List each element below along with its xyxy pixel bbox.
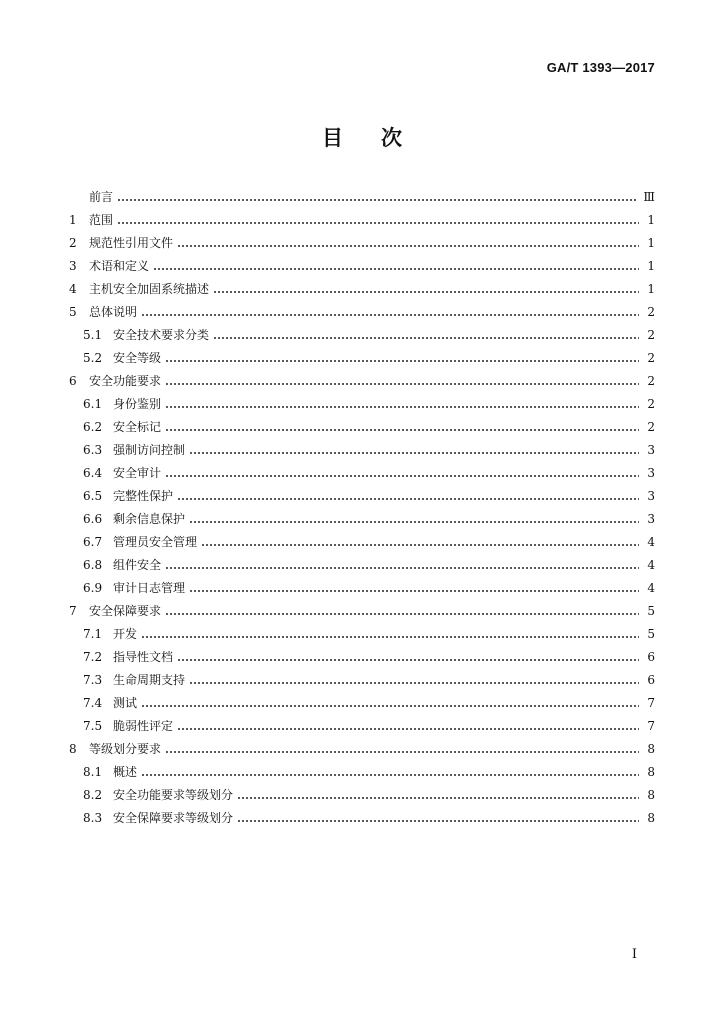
toc-entry-number: 8.2 xyxy=(83,788,103,802)
toc-entry-page: 7 xyxy=(647,719,655,733)
toc-entry-number: 1 xyxy=(69,213,77,227)
toc-entry-label: 身份鉴别 xyxy=(113,397,162,411)
toc-entry-number: 6.7 xyxy=(83,535,103,549)
dot-leader xyxy=(177,236,639,248)
dot-leader xyxy=(237,788,639,800)
toc-entry[interactable] xyxy=(69,618,655,641)
toc-entry[interactable] xyxy=(69,273,655,296)
toc-entry-page: 4 xyxy=(647,558,655,572)
toc-entry-label: 审计日志管理 xyxy=(113,581,186,595)
toc-entry[interactable] xyxy=(69,411,655,434)
toc-entry-label: 总体说明 xyxy=(89,305,138,319)
toc-entry[interactable] xyxy=(69,756,655,779)
toc-entry-page: 2 xyxy=(647,305,655,319)
toc-entry[interactable] xyxy=(69,549,655,572)
toc-entry-page: 8 xyxy=(647,811,655,825)
toc-entry-label: 主机安全加固系统描述 xyxy=(89,282,210,296)
toc-entry-number: 8.3 xyxy=(83,811,103,825)
toc-entry-page: 3 xyxy=(647,443,655,457)
toc-entry[interactable] xyxy=(69,687,655,710)
toc-entry[interactable] xyxy=(69,181,655,204)
toc-entry-page: 2 xyxy=(647,374,655,388)
dot-leader xyxy=(165,351,639,363)
toc-entry-page: 8 xyxy=(647,788,655,802)
toc-entry-label: 概述 xyxy=(113,765,138,779)
toc-entry-page: 1 xyxy=(647,236,655,250)
toc-entry-page: 3 xyxy=(647,489,655,503)
dot-leader xyxy=(189,443,639,455)
title-part-1: 目 xyxy=(322,125,343,150)
toc-entry[interactable] xyxy=(69,641,655,664)
dot-leader xyxy=(189,673,639,685)
toc-entry-label: 安全技术要求分类 xyxy=(113,328,210,342)
toc-entry-page: 7 xyxy=(647,696,655,710)
toc-entry[interactable] xyxy=(69,457,655,480)
toc-entry-number: 6 xyxy=(69,374,77,388)
dot-leader xyxy=(213,328,639,340)
toc-entry-page: 8 xyxy=(647,742,655,756)
toc-entry-label: 等级划分要求 xyxy=(89,742,162,756)
toc-entry[interactable] xyxy=(69,388,655,411)
toc-entry-page: 5 xyxy=(647,604,655,618)
dot-leader xyxy=(165,374,639,386)
dot-leader xyxy=(165,604,639,616)
toc-entry-number: 6.2 xyxy=(83,420,103,434)
dot-leader xyxy=(177,650,639,662)
dot-leader xyxy=(165,558,639,570)
toc-entry-number: 8 xyxy=(69,742,77,756)
dot-leader xyxy=(177,489,639,501)
toc-entry-page: 2 xyxy=(647,397,655,411)
toc-entry-number: 6.6 xyxy=(83,512,103,526)
toc-entry-number: 6.8 xyxy=(83,558,103,572)
toc-entry[interactable] xyxy=(69,365,655,388)
toc-entry-label: 安全保障要求等级划分 xyxy=(113,811,234,825)
page-number: I xyxy=(631,947,637,962)
dot-leader xyxy=(141,765,639,777)
toc-entry[interactable] xyxy=(69,434,655,457)
toc-entry-label: 安全等级 xyxy=(113,351,162,365)
toc-entry[interactable] xyxy=(69,572,655,595)
toc-entry-label: 范围 xyxy=(89,213,114,227)
toc-entry[interactable] xyxy=(69,296,655,319)
toc-entry-label: 规范性引用文件 xyxy=(89,236,174,250)
dot-leader xyxy=(153,259,639,271)
dot-leader xyxy=(165,420,639,432)
toc-entry-page: 2 xyxy=(647,351,655,365)
toc-entry[interactable] xyxy=(69,664,655,687)
toc-entry[interactable] xyxy=(69,595,655,618)
toc-entry-number: 5.1 xyxy=(83,328,103,342)
toc-entry-label: 完整性保护 xyxy=(113,489,174,503)
toc-entry-label: 强制访问控制 xyxy=(113,443,186,457)
toc-entry-label: 管理员安全管理 xyxy=(113,535,198,549)
toc-entry-number: 5.2 xyxy=(83,351,103,365)
toc-entry-page: 1 xyxy=(647,282,655,296)
toc-entry-page: 2 xyxy=(647,420,655,434)
toc-entry[interactable] xyxy=(69,342,655,365)
toc-entry-label: 开发 xyxy=(113,627,138,641)
toc-entry[interactable] xyxy=(69,733,655,756)
toc-entry-number: 2 xyxy=(69,236,77,250)
toc-entry-page: 4 xyxy=(647,535,655,549)
toc-entry-label: 组件安全 xyxy=(113,558,162,572)
dot-leader xyxy=(141,305,639,317)
toc-entry-page: 3 xyxy=(647,466,655,480)
toc-entry[interactable] xyxy=(69,710,655,733)
toc-entry-page: 5 xyxy=(647,627,655,641)
toc-entry[interactable] xyxy=(69,227,655,250)
toc-entry[interactable] xyxy=(69,802,655,825)
page-title xyxy=(0,122,724,152)
toc-entry-number: 6.1 xyxy=(83,397,103,411)
toc-entry-page: 3 xyxy=(647,512,655,526)
toc-entry-label: 生命周期支持 xyxy=(113,673,186,687)
toc-entry-label: 术语和定义 xyxy=(89,259,150,273)
toc-entry[interactable] xyxy=(69,319,655,342)
toc-entry-number: 6.3 xyxy=(83,443,103,457)
dot-leader xyxy=(165,397,639,409)
dot-leader xyxy=(141,627,639,639)
dot-leader xyxy=(177,719,639,731)
dot-leader xyxy=(213,282,639,294)
toc-entry[interactable] xyxy=(69,480,655,503)
standard-code: GA/T 1393—2017 xyxy=(546,60,655,75)
toc-entry-label: 安全标记 xyxy=(113,420,162,434)
toc-entry-label: 安全功能要求等级划分 xyxy=(113,788,234,802)
dot-leader xyxy=(189,512,639,524)
toc-entry-number: 7.2 xyxy=(83,650,103,664)
toc-entry-label: 指导性文档 xyxy=(113,650,174,664)
toc-entry-number: 7.5 xyxy=(83,719,103,733)
toc-entry-label: 安全功能要求 xyxy=(89,374,162,388)
toc-entry-number: 3 xyxy=(69,259,77,273)
toc-entry-number: 5 xyxy=(69,305,77,319)
toc-entry-page: 4 xyxy=(647,581,655,595)
toc-entry-page: 1 xyxy=(647,259,655,273)
dot-leader xyxy=(165,742,639,754)
toc-entry-number: 7.1 xyxy=(83,627,103,641)
toc-entry-label: 安全审计 xyxy=(113,466,162,480)
dot-leader xyxy=(237,811,639,823)
dot-leader xyxy=(165,466,639,478)
toc-entry-page: Ⅲ xyxy=(643,190,655,204)
toc-entry[interactable] xyxy=(69,503,655,526)
toc-entry-page: 6 xyxy=(647,650,655,664)
toc-entry-label: 前言 xyxy=(89,190,114,204)
toc-entry[interactable] xyxy=(69,250,655,273)
dot-leader xyxy=(117,213,639,225)
dot-leader xyxy=(189,581,639,593)
dot-leader xyxy=(141,696,639,708)
toc-entry-label: 安全保障要求 xyxy=(89,604,162,618)
toc-entry-label: 脆弱性评定 xyxy=(113,719,174,733)
toc-entry-number: 7.4 xyxy=(83,696,103,710)
toc-entry-number: 6.9 xyxy=(83,581,103,595)
title-part-2: 次 xyxy=(381,125,402,150)
dot-leader xyxy=(117,190,637,202)
toc-entry-page: 1 xyxy=(647,213,655,227)
toc-entry-label: 剩余信息保护 xyxy=(113,512,186,526)
toc-entry-number: 8.1 xyxy=(83,765,103,779)
toc-entry-page: 2 xyxy=(647,328,655,342)
toc-entry[interactable] xyxy=(69,204,655,227)
toc-entry-number: 6.4 xyxy=(83,466,103,480)
toc-entry-label: 测试 xyxy=(113,696,138,710)
toc-entry-number: 4 xyxy=(69,282,77,296)
toc-entry-page: 8 xyxy=(647,765,655,779)
dot-leader xyxy=(201,535,639,547)
toc-entry-number: 6.5 xyxy=(83,489,103,503)
toc-entry-number: 7 xyxy=(69,604,77,618)
toc-entry[interactable] xyxy=(69,779,655,802)
toc-entry-number: 7.3 xyxy=(83,673,103,687)
toc-entry-page: 6 xyxy=(647,673,655,687)
table-of-contents xyxy=(69,181,655,825)
toc-entry[interactable] xyxy=(69,526,655,549)
